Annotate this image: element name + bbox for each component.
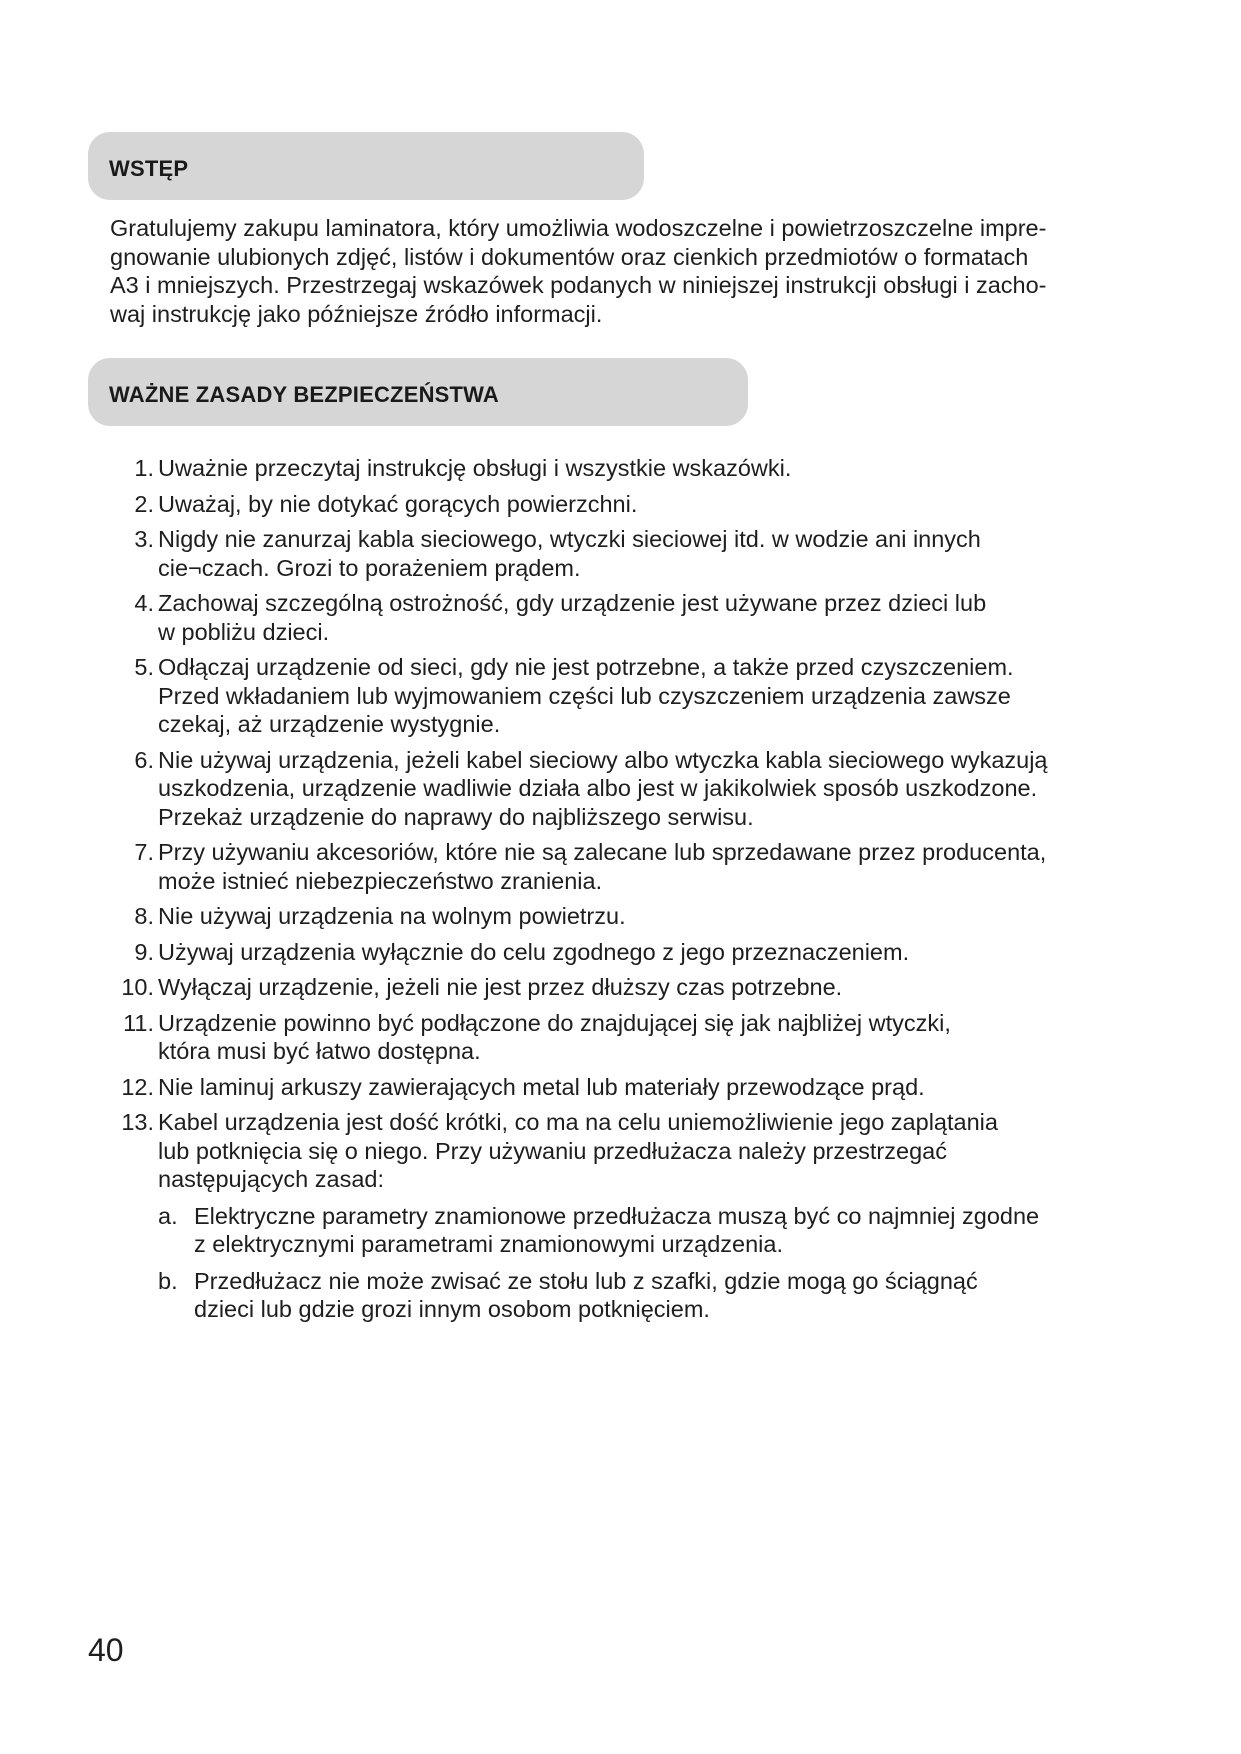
rule-line: Odłączaj urządzenie od sieci, gdy nie jest potrzebne, a także przed czyszczeniem.	[158, 654, 1014, 680]
rule-subitem	[158, 1202, 1150, 1259]
page-number: 40	[88, 1632, 124, 1668]
rule-number: 4.	[134, 590, 154, 616]
rule-number: 12.	[121, 1073, 154, 1100]
intro-heading: WSTĘP	[109, 156, 189, 181]
rule-number: 1.	[134, 455, 154, 481]
rule-line: Nie używaj urządzenia na wolnym powietrzu.	[158, 903, 626, 929]
intro-line: A3 i mniejszych. Przestrzegaj wskazówek podanych w niniejszej instrukcji obsługi i zacho-	[110, 272, 1047, 298]
rule-number: 13.	[121, 1109, 154, 1135]
rule-item	[110, 746, 1150, 832]
rule-item	[110, 838, 1150, 895]
rule-number: 3.	[134, 526, 154, 552]
intro-paragraph	[110, 214, 1130, 328]
intro-line: gnowanie ulubionych zdjęć, listów i dokumentów oraz cienkich przedmiotów o formatach	[110, 243, 1029, 270]
rule-line: Zachowaj szczególną ostrożność, gdy urządzenie jest używane przez dzieci lub	[158, 590, 987, 616]
subitem-line: z elektrycznymi parametrami znamionowymi urządzenia.	[194, 1231, 784, 1257]
rule-item	[110, 1073, 1150, 1102]
rule-number: 7.	[134, 839, 154, 865]
safety-heading: WAŻNE ZASADY BEZPIECZEŃSTWA	[109, 382, 500, 407]
intro-line: waj instrukcję jako późniejsze źródło informacji.	[110, 300, 603, 327]
rule-line: może istnieć niebezpieczeństwo zranienia.	[158, 867, 603, 894]
subitem-line: dzieci lub gdzie grozi innym osobom potknięciem.	[194, 1296, 710, 1322]
rule-item	[110, 902, 1150, 931]
section-header-safety	[88, 358, 748, 426]
rule-subitem	[158, 1267, 1150, 1324]
rule-item	[110, 589, 1150, 646]
rule-item	[110, 653, 1150, 739]
rule-line: Uważnie przeczytaj instrukcję obsługi i wszystkie wskazówki.	[158, 455, 792, 481]
rule-item	[110, 1108, 1150, 1324]
rule-line: lub potknięcia się o niego. Przy używaniu przedłużacza należy przestrzegać	[158, 1137, 947, 1164]
section-header-intro	[88, 132, 644, 200]
intro-line: Gratulujemy zakupu laminatora, który umożliwia wodoszczelne i powietrzoszczelne impre-	[110, 215, 1047, 241]
safety-rules-list	[110, 454, 1150, 1331]
rule-line: cie¬czach. Grozi to porażeniem prądem.	[158, 554, 581, 581]
subitem-line: Przedłużacz nie może zwisać ze stołu lub z szafki, gdzie mogą go ściągnąć	[194, 1267, 978, 1294]
rule-number: 2.	[134, 490, 154, 517]
rule-number: 8.	[134, 903, 154, 929]
rule-number: 9.	[134, 938, 154, 965]
rule-line: czekaj, aż urządzenie wystygnie.	[158, 711, 501, 737]
rule-line: Przekaż urządzenie do naprawy do najbliższego serwisu.	[158, 803, 754, 830]
rule-line: Nie używaj urządzenia, jeżeli kabel sieciowy albo wtyczka kabla sieciowego wykazują	[158, 746, 1048, 773]
rule-number: 5.	[134, 654, 154, 680]
rule-item	[110, 938, 1150, 967]
rule-line: Używaj urządzenia wyłącznie do celu zgodnego z jego przeznaczeniem.	[158, 938, 910, 965]
rule-item	[110, 525, 1150, 582]
rule-number: 6.	[134, 746, 154, 773]
rule-item	[110, 454, 1150, 483]
rule-line: Nigdy nie zanurzaj kabla sieciowego, wtyczki sieciowej itd. w wodzie ani innych	[158, 526, 981, 552]
rule-line: w pobliżu dzieci.	[158, 618, 330, 645]
subitem-letter: b.	[158, 1267, 178, 1294]
rule-line: która musi być łatwo dostępna.	[158, 1038, 481, 1064]
rule-line: Nie laminuj arkuszy zawierających metal lub materiały przewodzące prąd.	[158, 1073, 925, 1100]
rule-item	[110, 490, 1150, 519]
rule-line: Przy używaniu akcesoriów, które nie są zalecane lub sprzedawane przez producenta,	[158, 839, 1047, 865]
rule-line: Przed wkładaniem lub wyjmowaniem części lub czyszczeniem urządzenia zawsze	[158, 682, 1011, 709]
rule-number: 11.	[123, 1009, 154, 1036]
rule-line: Uważaj, by nie dotykać gorących powierzchni.	[158, 490, 638, 517]
rule-line: Kabel urządzenia jest dość krótki, co ma na celu uniemożliwienie jego zaplątania	[158, 1109, 998, 1135]
rule-item	[110, 973, 1150, 1002]
rule-line: Urządzenie powinno być podłączone do znajdującej się jak najbliżej wtyczki,	[158, 1009, 951, 1036]
rule-line: następujących zasad:	[158, 1166, 385, 1192]
rule-number: 10.	[121, 974, 154, 1000]
subitem-letter: a.	[158, 1202, 178, 1229]
subitem-line: Elektryczne parametry znamionowe przedłużacza muszą być co najmniej zgodne	[194, 1202, 1040, 1229]
rule-line: uszkodzenia, urządzenie wadliwie działa albo jest w jakikolwiek sposób uszkodzone.	[158, 775, 1038, 801]
rule-line: Wyłączaj urządzenie, jeżeli nie jest przez dłuższy czas potrzebne.	[158, 974, 843, 1000]
rule-item	[110, 1009, 1150, 1066]
